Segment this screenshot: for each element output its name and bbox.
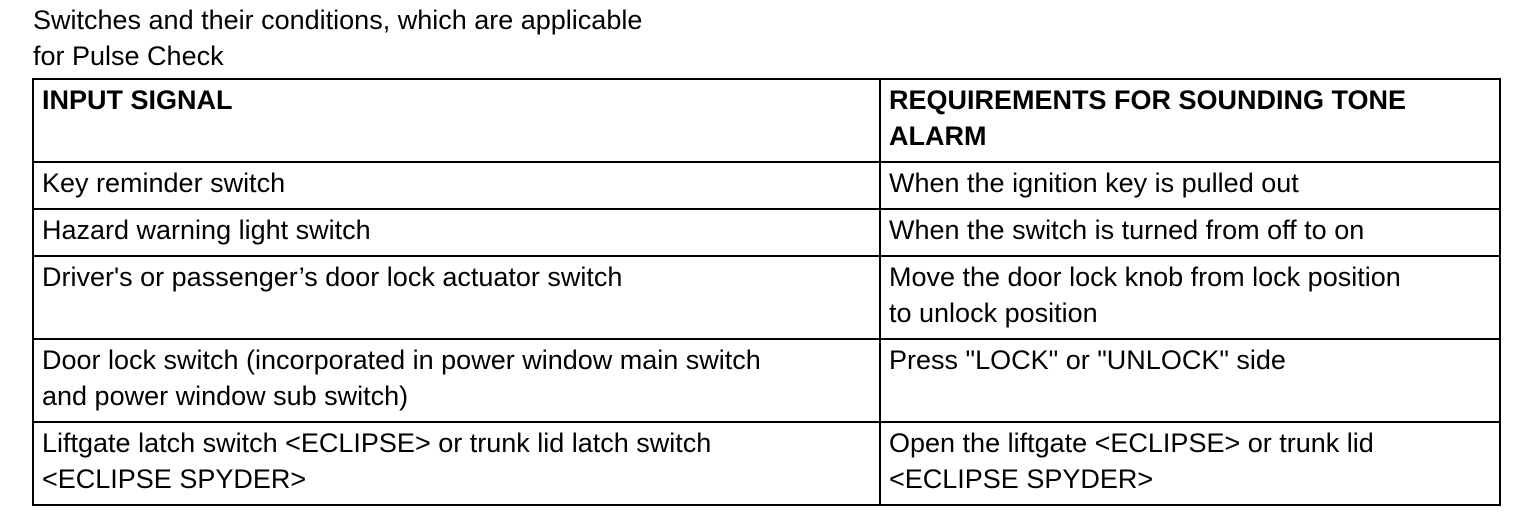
cell-text: and power window sub switch) (42, 381, 409, 411)
requirement-cell (880, 256, 1500, 339)
header-input-signal (33, 79, 880, 162)
table-row (33, 256, 1500, 339)
cell-text: Door lock switch (incorporated in power window main switch (42, 345, 761, 375)
input-signal-cell (33, 209, 880, 256)
requirement-cell (880, 209, 1500, 256)
table-row (33, 422, 1500, 505)
cell-text: Press "LOCK" or "UNLOCK" side (889, 345, 1286, 375)
switch-conditions-table (32, 78, 1501, 506)
input-signal-cell (33, 256, 880, 339)
header-label: INPUT SIGNAL (42, 85, 233, 115)
header-label: ALARM (889, 121, 987, 151)
requirement-cell (880, 422, 1500, 505)
input-signal-cell (33, 162, 880, 209)
table-row (33, 162, 1500, 209)
table-header-row (33, 79, 1500, 162)
cell-text: When the switch is turned from off to on (889, 215, 1365, 245)
caption-line: for Pulse Check (33, 41, 224, 71)
caption-line: Switches and their conditions, which are applicable (33, 5, 643, 35)
cell-text: Open the liftgate <ECLIPSE> or trunk lid (889, 428, 1374, 458)
requirement-cell (880, 339, 1500, 422)
cell-text: to unlock position (889, 298, 1098, 328)
input-signal-cell (33, 339, 880, 422)
table-caption (33, 2, 933, 74)
table-row (33, 339, 1500, 422)
requirement-cell (880, 162, 1500, 209)
cell-text: <ECLIPSE SPYDER> (889, 464, 1154, 494)
cell-text: Key reminder switch (42, 168, 286, 198)
cell-text: <ECLIPSE SPYDER> (42, 464, 307, 494)
cell-text: When the ignition key is pulled out (889, 168, 1299, 198)
cell-text: Liftgate latch switch <ECLIPSE> or trunk lid latch switch (42, 428, 712, 458)
input-signal-cell (33, 422, 880, 505)
table-row (33, 209, 1500, 256)
cell-text: Hazard warning light switch (42, 215, 371, 245)
header-label: REQUIREMENTS FOR SOUNDING TONE (889, 85, 1407, 115)
cell-text: Move the door lock knob from lock position (889, 262, 1401, 292)
cell-text: Driver's or passenger’s door lock actuator switch (42, 262, 623, 292)
header-requirements (880, 79, 1500, 162)
